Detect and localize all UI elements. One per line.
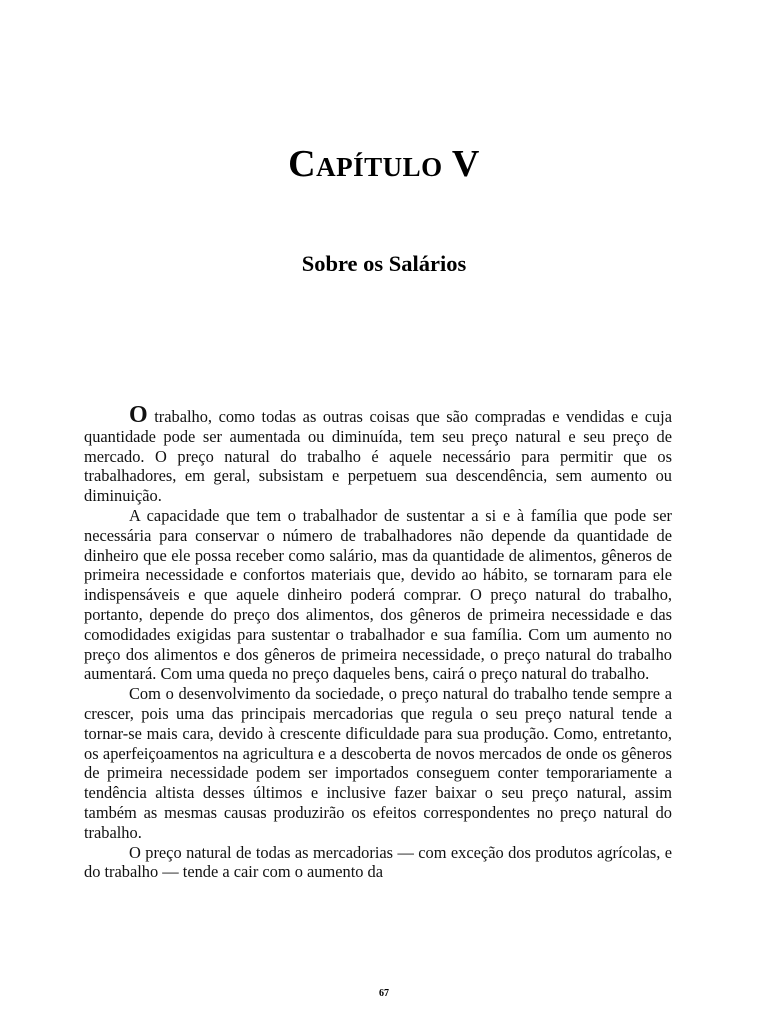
chapter-body [84, 402, 672, 882]
paragraph-initial-letter: O [129, 402, 148, 428]
chapter-title: Capítulo V [288, 143, 480, 185]
body-paragraph-1 [84, 402, 672, 506]
body-paragraph-3: Com o desenvolvimento da sociedade, o preço natural do trabalho tende sempre a crescer, pois uma das principais mercadorias que regula o seu preço natural tende a tornar-se mais cara, devido à crescente dificuldade para sua produção. Como, entretanto, os aperfeiçoamentos na agricultura e a descoberta de novos mercados de onde os gêneros de primeira necessidade podem ser importados conseguem conter temporariamente a tendência altista desses últimos e inclusive fazer baixar o seu preço natural, assim também as mesmas causas produzirão os efeitos correspondentes no preço natural do trabalho. [84, 684, 672, 842]
body-paragraph-1-text: trabalho, como todas as outras coisas que são compradas e vendidas e cuja quantidade pode ser aumentada ou diminuída, tem seu preço natural e seu preço de mercado. O preço natural do trabalho é aquele necessário para permitir que os trabalhadores, em geral, subsistam e perpetuem sua descendência, sem aumento ou diminuição. [84, 407, 672, 506]
page-number: 67 [379, 988, 389, 999]
chapter-subtitle: Sobre os Salários [301, 251, 467, 276]
body-paragraph-2: A capacidade que tem o trabalhador de sustentar a si e à família que pode ser necessária para conservar o número de trabalhadores não depende da quantidade de dinheiro que ele possa receber como salário, mas da quantidade de alimentos, gêneros de primeira necessidade e confortos materiais que, devido ao hábito, se tornaram para ele indispensáveis e que aquele dinheiro poderá comprar. O preço natural do trabalho, portanto, depende do preço dos alimentos, dos gêneros de primeira necessidade e das comodidades exigidas para sustentar o trabalhador e sua família. Com um aumento no preço dos alimentos e dos gêneros de primeira necessidade, o preço natural do trabalho aumentará. Com uma queda no preço daqueles bens, cairá o preço natural do trabalho. [84, 505, 672, 684]
body-paragraph-4: O preço natural de todas as mercadorias — com exceção dos produtos agrícolas, e do trabalho — tende a cair com o aumento da [84, 842, 672, 882]
